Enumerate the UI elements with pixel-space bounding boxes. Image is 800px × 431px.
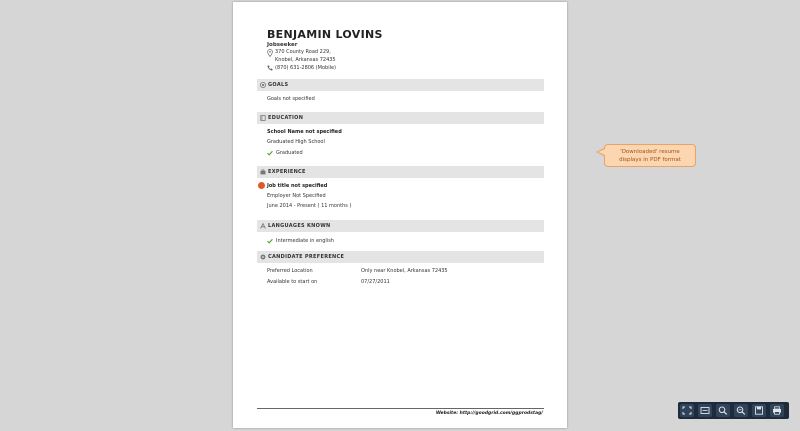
candidate-role: Jobseeker [267, 42, 298, 48]
fit-width-button[interactable] [698, 404, 712, 417]
pdf-page [233, 2, 567, 428]
check-icon [267, 150, 273, 156]
section-header-preference [257, 251, 544, 263]
fit-page-button[interactable] [680, 404, 694, 417]
fit-page-icon [682, 406, 692, 415]
book-icon [260, 115, 266, 121]
save-button[interactable] [752, 404, 766, 417]
print-button[interactable] [770, 404, 784, 417]
section-title: GOALS [268, 82, 289, 88]
section-title: EDUCATION [268, 115, 304, 121]
save-icon [754, 406, 764, 415]
language-item: Intermediate in english [276, 238, 334, 244]
fit-width-icon [700, 406, 710, 415]
start-date-value: 07/27/2011 [361, 279, 390, 285]
callout-line-2: displays in PDF format [619, 157, 681, 163]
print-icon [772, 406, 782, 415]
phone-number: (870) 631-2806 (Mobile) [275, 65, 336, 71]
phone-icon [267, 65, 273, 71]
job-title: Job title not specified [267, 183, 328, 189]
footer-website: Website: http://goodgrid.com/ggprodstag/ [435, 411, 543, 416]
settings-icon [260, 254, 266, 260]
check-icon [267, 238, 273, 244]
employer-name: Employer Not Specified [267, 193, 326, 199]
employment-period: June 2014 - Present ( 11 months ) [267, 203, 352, 209]
zoom-out-icon [736, 406, 746, 415]
education-status: Graduated [276, 150, 303, 156]
zoom-in-icon [718, 406, 728, 415]
location-pin-icon [267, 49, 273, 57]
zoom-in-button[interactable] [716, 404, 730, 417]
callout-pointer-fill [598, 149, 605, 155]
section-header-experience [257, 166, 544, 178]
zoom-out-button[interactable] [734, 404, 748, 417]
pdf-toolbar [678, 402, 789, 419]
briefcase-icon [260, 169, 266, 175]
section-title: EXPERIENCE [268, 169, 306, 175]
goals-icon [260, 82, 266, 88]
section-title: LANGUAGES KNOWN [268, 223, 331, 229]
school-name: School Name not specified [267, 129, 342, 135]
language-icon [260, 223, 266, 229]
address-line-2: Knobel, Arkansas 72435 [275, 57, 336, 63]
section-header-education [257, 112, 544, 124]
education-level: Graduated High School [267, 139, 325, 145]
section-header-languages [257, 220, 544, 232]
section-header-goals [257, 79, 544, 91]
annotation-callout [604, 144, 696, 167]
start-date-label: Available to start on [267, 279, 318, 285]
address-line-1: 370 County Road 229, [275, 49, 331, 55]
footer-divider [257, 408, 544, 409]
section-title: CANDIDATE PREFERENCE [268, 254, 345, 260]
preferred-location-value: Only near Knobel, Arkansas 72435 [361, 268, 448, 274]
preferred-location-label: Preferred Location [267, 268, 313, 274]
callout-line-1: 'Downloaded' resume [620, 149, 680, 155]
goals-text: Goals not specified [267, 96, 315, 102]
candidate-name: BENJAMIN LOVINS [267, 28, 383, 41]
experience-bullet-icon [258, 182, 265, 189]
